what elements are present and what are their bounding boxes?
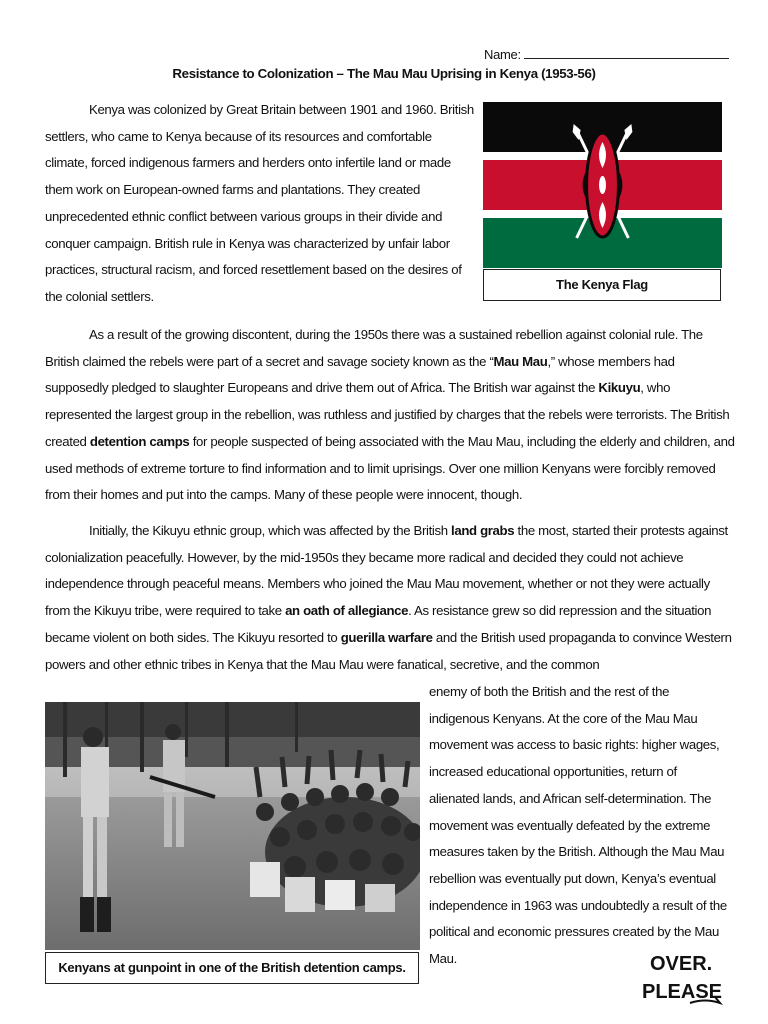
photo-caption: Kenyans at gunpoint in one of the British detention camps. [45, 952, 419, 984]
name-blank-line[interactable] [524, 46, 729, 59]
term-detention-camps: detention camps [89, 433, 190, 449]
name-field[interactable] [484, 46, 729, 62]
flag-caption: The Kenya Flag [483, 269, 721, 301]
please-text: PLEASE [642, 981, 723, 1003]
paragraph-rebellion: As a result of the growing discontent, during the 1950s there was a sustained rebellion against colonial rule. The British claimed the rebels were part of a secret and savage society known as the “Mau Mau,” whose members had supposedly pledged to slaughter Europeans and drive them out of Africa. The British war against the Kikuyu, who represented the largest group in the rebellion, was ruthless and justified by charges that the rebels were terrorists. The British created detention camps for people suspected of being associated with the Mau Mau, including the elderly and children, and used methods of extreme torture to find information and to limit uprisings. Over one million Kenyans were forcibly removed from their homes and put into the camps. Many of these people were innocent, though. [45, 327, 735, 503]
term-land-grabs: land grabs [451, 523, 515, 538]
over-text: OVER. [650, 953, 713, 975]
term-guerilla-warfare: guerilla warfare [340, 629, 433, 645]
paragraph-resistance: Initially, the Kikuyu ethnic group, which was affected by the British land grabs the most, started their protests against colonialization peacefully. However, by the mid-1950s they became more radical and decided they could not achieve independence through peaceful means. Members who joined the Mau Mau movement, whether or not they were actually from the Kikuyu tribe, were required to take an oath of allegiance. As resistance grew so did repression and the situation became violent on both sides. The Kikuyu resorted to guerilla warfare and the British used propaganda to convince Western powers and other ethnic tribes in Kenya that the Mau Mau were fanatical, secretive, and the common [45, 523, 732, 672]
detention-camp-photo [45, 702, 420, 950]
page-title: Resistance to Colonization – The Mau Mau Uprising in Kenya (1953-56) [172, 66, 596, 81]
detention-camp-photo-figure [45, 702, 420, 984]
name-label: Name: [484, 47, 521, 62]
kenya-flag-figure [483, 102, 723, 301]
paragraph-resistance-continued: enemy of both the British and the rest of the indigenous Kenyans. At the core of the Mau Mau movement was access to basic rights: higher wages, increased educational opportunities, return of alienated lands, and African self-determination. The movement was eventually defeated by the extreme measures taken by the British. Although the Mau Mau rebellion was eventually put down, Kenya’s eventual independence in 1963 was undoubtedly a result of the political and economic pressures created by the Mau Mau. [429, 684, 727, 967]
paragraph-intro: Kenya was colonized by Great Britain between 1901 and 1960. British settlers, who came to Kenya because of its resources and comfortable climate, forced indigenous farmers and herders onto infertile land or made them work on European-owned farms and plantations. They created unprecedented ethnic conflict between various groups in their divide and conquer campaign. British rule in Kenya was characterized by unfair labor practices, structural racism, and forced resettlement based on the desires of the colonial settlers. [45, 102, 474, 304]
term-mau-mau: Mau Mau [493, 353, 548, 369]
kenya-flag-image [483, 102, 722, 268]
over-please-stamp [640, 948, 730, 1008]
term-kikuyu: Kikuyu [598, 380, 641, 396]
term-oath-of-allegiance: an oath of allegiance [285, 603, 409, 619]
